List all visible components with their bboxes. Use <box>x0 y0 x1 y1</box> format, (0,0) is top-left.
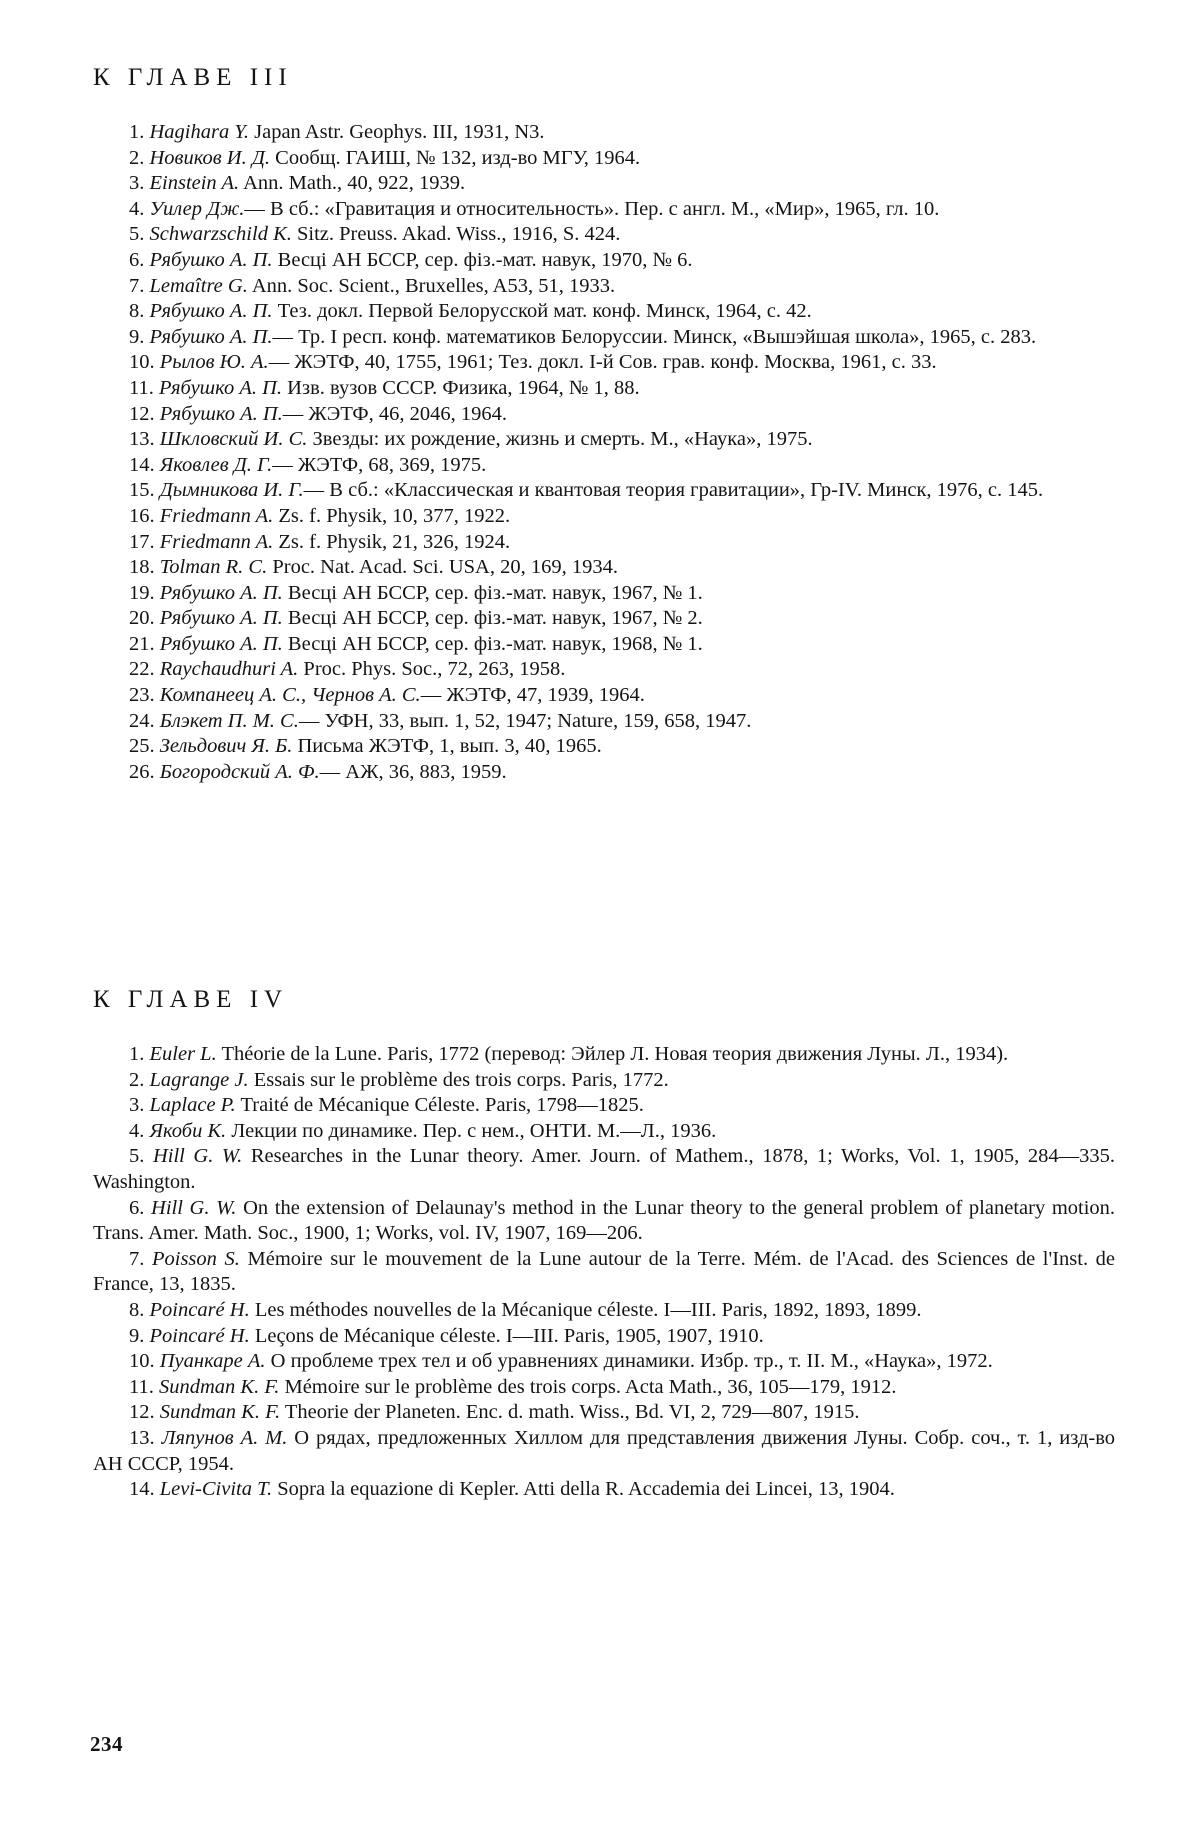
reference-author: Блэкет П. М. С. <box>159 709 299 732</box>
reference-number: 22. <box>129 658 155 681</box>
reference-text: Письма ЖЭТФ, 1, вып. 3, 40, 1965. <box>297 735 602 758</box>
reference-author: Рябушко А. П. <box>159 376 283 399</box>
reference-author: Laplace P. <box>149 1094 236 1117</box>
reference-text: — АЖ, 36, 883, 1959. <box>319 760 507 783</box>
reference-entry <box>93 478 1115 504</box>
reference-number: 5. <box>129 1145 145 1168</box>
reference-number: 1. <box>129 121 145 143</box>
reference-entry <box>93 1196 1115 1247</box>
reference-author: Рябушко А. П. <box>159 632 283 655</box>
reference-text: Весці АН БССР, сер. фіз.-мат. навук, 1970, № 6. <box>277 248 693 271</box>
reference-number: 8. <box>129 1298 145 1321</box>
reference-text: Proc. Nat. Acad. Sci. USA, 20, 169, 1934. <box>272 556 618 579</box>
reference-author: Sundman K. F. <box>159 1401 281 1424</box>
reference-number: 21. <box>129 632 155 655</box>
reference-text: — В сб.: «Гравитация и относительность». Пер. с англ. М., «Мир», 1965, гл. 10. <box>244 197 940 220</box>
reference-author: Poincaré H. <box>149 1324 250 1347</box>
reference-text: Весці АН БССР, сер. фіз.-мат. навук, 1967, № 1. <box>287 581 703 604</box>
reference-author: Пуанкаре А. <box>159 1350 266 1373</box>
reference-text: Лекции по динамике. Пер. с нем., ОНТИ. М.—Л., 1936. <box>231 1119 717 1142</box>
reference-entry <box>93 350 1115 376</box>
reference-author: Levi-Civita T. <box>159 1478 273 1501</box>
reference-entry <box>93 1144 1115 1195</box>
reference-text: Théorie de la Lune. Paris, 1772 (перевод: Эйлер Л. Новая теория движения Луны. Л., 1934). <box>221 1043 1009 1065</box>
reference-text: Mémoire sur le mouvement de la Lune autour de la Terre. Mém. de l'Acad. des Sciences de l'Inst. de France, 13, 1835. <box>93 1247 1116 1296</box>
reference-author: Hill G. W. <box>152 1145 243 1168</box>
reference-entry <box>93 606 1115 632</box>
reference-entry <box>93 1298 1115 1324</box>
reference-number: 7. <box>129 274 145 297</box>
reference-text: On the extension of Delaunay's method in the Lunar theory to the general problem of planetary motion. Trans. Amer. Math. Soc., 1900, 1; Works, vol. IV, 1907, 169—206. <box>93 1196 1116 1245</box>
reference-number: 16. <box>129 504 155 527</box>
reference-number: 20. <box>129 607 155 630</box>
reference-author: Poincaré H. <box>149 1298 250 1321</box>
reference-text: — ЖЭТФ, 40, 1755, 1961; Тез. докл. I-й Сов. грав. конф. Москва, 1961, с. 33. <box>268 351 937 374</box>
reference-number: 4. <box>129 197 145 220</box>
reference-entry <box>93 402 1115 428</box>
reference-text: — ЖЭТФ, 46, 2046, 1964. <box>282 402 507 425</box>
reference-author: Lemaître G. <box>149 274 248 297</box>
reference-number: 12. <box>129 1401 155 1424</box>
reference-text: Theorie der Planeten. Enc. d. math. Wiss., Bd. VI, 2, 729—807, 1915. <box>284 1401 860 1424</box>
reference-entry <box>93 530 1115 556</box>
reference-entry <box>93 504 1115 530</box>
reference-number: 11. <box>129 1375 154 1398</box>
reference-author: Рябушко А. П. <box>149 300 273 323</box>
reference-entry <box>93 632 1115 658</box>
reference-number: 13. <box>129 1426 155 1449</box>
reference-author: Богородский А. Ф. <box>159 760 320 783</box>
reference-author: Зельдович Я. Б. <box>159 735 293 758</box>
reference-number: 6. <box>129 248 145 271</box>
reference-author: Lagrange J. <box>149 1068 249 1091</box>
reference-text: — ЖЭТФ, 68, 369, 1975. <box>272 453 487 476</box>
reference-author: Sundman K. F. <box>159 1375 280 1398</box>
reference-number: 10. <box>129 351 155 374</box>
reference-author: Poisson S. <box>151 1247 240 1270</box>
reference-author: Ляпунов А. М. <box>161 1426 288 1449</box>
reference-entry <box>93 1349 1115 1375</box>
reference-text: Звезды: их рождение, жизнь и смерть. М., «Наука», 1975. <box>312 428 813 451</box>
reference-entry <box>93 581 1115 607</box>
reference-author: Рябушко А. П. <box>159 607 283 630</box>
reference-entry <box>93 734 1115 760</box>
reference-entry <box>93 325 1115 351</box>
reference-number: 2. <box>129 146 145 169</box>
reference-entry <box>93 709 1115 735</box>
reference-number: 15. <box>129 479 155 502</box>
reference-number: 9. <box>129 325 145 348</box>
reference-entry <box>93 683 1115 709</box>
reference-entry <box>93 248 1115 274</box>
reference-author: Schwarzschild K. <box>149 223 292 246</box>
reference-text: Тез. докл. Первой Белорусской мат. конф. Минск, 1964, с. 42. <box>277 300 812 323</box>
reference-entry <box>93 1477 1115 1503</box>
chapter-3-section <box>93 63 1115 785</box>
reference-number: 25. <box>129 735 155 758</box>
reference-entry <box>93 1119 1115 1145</box>
reference-text: — В сб.: «Классическая и квантовая теория гравитации», Гр-IV. Минск, 1976, с. 145. <box>303 479 1044 502</box>
reference-author: Рябушко А. П. <box>149 325 273 348</box>
reference-author: Рябушко А. П. <box>159 581 283 604</box>
reference-number: 24. <box>129 709 155 732</box>
reference-number: 10. <box>129 1350 155 1373</box>
reference-text: Весці АН БССР, сер. фіз.-мат. навук, 1967, № 2. <box>287 607 703 630</box>
reference-text: О рядах, предложенных Хиллом для представления движения Луны. Собр. соч., т. 1, изд-во АН СССР, 1954. <box>93 1426 1116 1475</box>
reference-entry <box>93 555 1115 581</box>
reference-author: Euler L. <box>149 1043 217 1065</box>
reference-text: О проблеме трех тел и об уравнениях динамики. Избр. тр., т. II. М., «Наука», 1972. <box>270 1350 993 1373</box>
reference-author: Рылов Ю. А. <box>159 351 269 374</box>
reference-text: Ann. Math., 40, 922, 1939. <box>243 172 466 195</box>
reference-author: Friedmann A. <box>159 530 274 553</box>
reference-entry <box>93 299 1115 325</box>
reference-entry <box>93 1400 1115 1426</box>
reference-text: Изв. вузов СССР. Физика, 1964, № 1, 88. <box>287 376 640 399</box>
reference-author: Hill G. W. <box>151 1196 237 1219</box>
reference-entry <box>93 657 1115 683</box>
reference-number: 5. <box>129 223 145 246</box>
reference-author: Уилер Дж. <box>149 197 245 220</box>
reference-author: Якоби К. <box>149 1119 227 1142</box>
reference-number: 2. <box>129 1068 145 1091</box>
reference-number: 19. <box>129 581 155 604</box>
reference-text: Сообщ. ГАИШ, № 132, изд-во МГУ, 1964. <box>275 146 641 169</box>
reference-author: Hagihara Y. <box>149 121 249 143</box>
reference-text: Researches in the Lunar theory. Amer. Journ. of Mathem., 1878, 1; Works, Vol. 1, 1905, 284—335. Washington. <box>93 1145 1115 1193</box>
reference-author: Новиков И. Д. <box>149 146 271 169</box>
reference-number: 11. <box>129 376 154 399</box>
reference-number: 17. <box>129 530 155 553</box>
reference-entry <box>93 1375 1115 1401</box>
reference-text: Zs. f. Physik, 21, 326, 1924. <box>278 530 511 553</box>
reference-entry <box>93 1324 1115 1350</box>
reference-number: 3. <box>129 172 145 195</box>
reference-number: 8. <box>129 300 145 323</box>
reference-author: Дымникова И. Г. <box>159 479 304 502</box>
reference-entry <box>93 427 1115 453</box>
chapter-3-reference-list <box>93 120 1115 785</box>
reference-author: Яковлев Д. Г. <box>159 453 273 476</box>
reference-text: — ЖЭТФ, 47, 1939, 1964. <box>420 684 645 707</box>
reference-author: Рябушко А. П. <box>149 248 273 271</box>
reference-text: Sopra la equazione di Kepler. Atti della R. Accademia dei Lincei, 13, 1904. <box>277 1478 895 1501</box>
reference-entry <box>93 376 1115 402</box>
reference-number: 6. <box>129 1196 145 1219</box>
reference-text: Leçons de Mécanique céleste. I—III. Paris, 1905, 1907, 1910. <box>254 1324 764 1347</box>
reference-author: Шкловский И. С. <box>159 428 308 451</box>
reference-text: Japan Astr. Geophys. III, 1931, N3. <box>254 121 545 143</box>
reference-text: Zs. f. Physik, 10, 377, 1922. <box>278 504 511 527</box>
reference-entry <box>93 1068 1115 1094</box>
reference-entry <box>93 274 1115 300</box>
reference-text: Mémoire sur le problème des trois corps. Acta Math., 36, 105—179, 1912. <box>284 1375 897 1398</box>
reference-text: Proc. Phys. Soc., 72, 263, 1958. <box>303 658 566 681</box>
reference-entry <box>93 1247 1115 1298</box>
reference-text: — УФН, 33, вып. 1, 52, 1947; Nature, 159, 658, 1947. <box>298 709 752 732</box>
reference-number: 14. <box>129 1478 155 1501</box>
reference-text: — Тр. I респ. конф. математиков Белоруссии. Минск, «Вышэйшая школа», 1965, с. 283. <box>272 325 1037 348</box>
reference-entry <box>93 222 1115 248</box>
reference-entry <box>93 1042 1115 1068</box>
reference-number: 12. <box>129 402 155 425</box>
reference-number: 4. <box>129 1119 145 1142</box>
reference-author: Компанеец А. С., Чернов А. С. <box>159 684 421 707</box>
chapter-4-reference-list <box>93 1042 1115 1503</box>
reference-text: Traité de Mécanique Céleste. Paris, 1798—1825. <box>240 1094 644 1117</box>
chapter-4-heading: К ГЛАВЕ IV <box>93 986 289 1013</box>
reference-number: 23. <box>129 684 155 707</box>
page-number: 234 <box>90 1732 123 1756</box>
reference-entry <box>93 1426 1115 1477</box>
reference-entry <box>93 120 1115 146</box>
reference-number: 3. <box>129 1094 145 1117</box>
reference-entry <box>93 171 1115 197</box>
reference-author: Einstein A. <box>149 172 240 195</box>
reference-text: Весці АН БССР, сер. фіз.-мат. навук, 1968, № 1. <box>287 632 703 655</box>
reference-entry <box>93 453 1115 479</box>
reference-text: Essais sur le problème des trois corps. Paris, 1772. <box>253 1068 669 1091</box>
reference-entry <box>93 760 1115 786</box>
reference-entry <box>93 1093 1115 1119</box>
reference-author: Рябушко А. П. <box>159 402 283 425</box>
reference-number: 13. <box>129 428 155 451</box>
reference-number: 9. <box>129 1324 145 1347</box>
reference-author: Tolman R. C. <box>159 556 268 579</box>
reference-number: 1. <box>129 1043 145 1065</box>
reference-number: 26. <box>129 760 155 783</box>
chapter-4-section <box>93 985 1115 1503</box>
reference-author: Friedmann A. <box>159 504 274 527</box>
reference-entry <box>93 197 1115 223</box>
reference-number: 7. <box>129 1247 145 1270</box>
reference-text: Les méthodes nouvelles de la Mécanique céleste. I—III. Paris, 1892, 1893, 1899. <box>254 1298 922 1321</box>
reference-number: 18. <box>129 556 155 579</box>
reference-number: 14. <box>129 453 155 476</box>
reference-text: Sitz. Preuss. Akad. Wiss., 1916, S. 424. <box>297 223 621 246</box>
reference-text: Ann. Soc. Scient., Bruxelles, A53, 51, 1933. <box>251 274 616 297</box>
reference-author: Raychaudhuri A. <box>159 658 299 681</box>
reference-entry <box>93 146 1115 172</box>
chapter-3-heading: К ГЛАВЕ III <box>93 64 293 91</box>
